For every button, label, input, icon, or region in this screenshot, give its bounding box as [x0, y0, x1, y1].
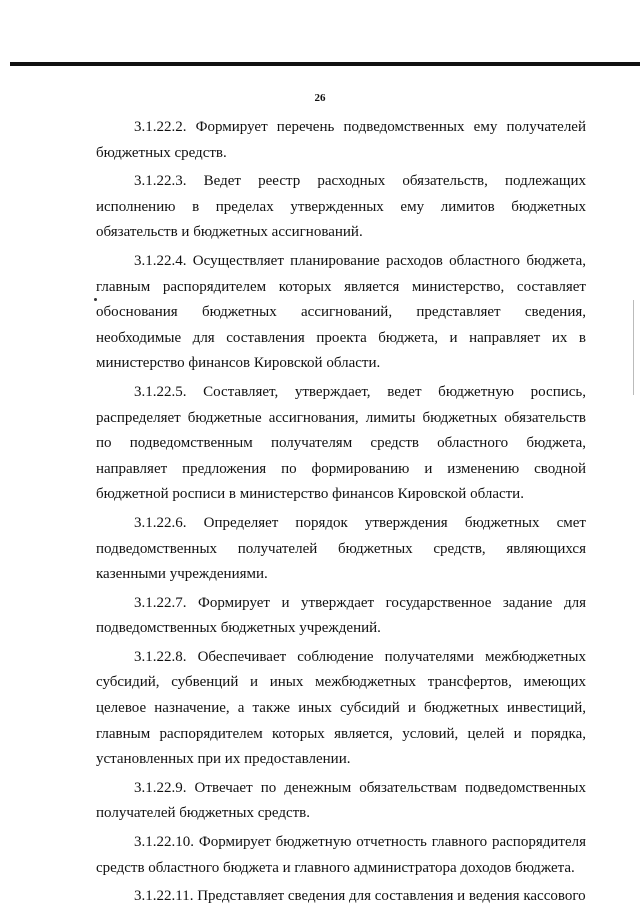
paragraph: 3.1.22.7. Формирует и утверждает государственное задание для подведомственных бюджетных учреждений.: [96, 594, 586, 637]
paragraph: 3.1.22.4. Осуществляет планирование расходов областного бюджета, главным распорядителем которых является министерство, составляет обоснования бюджетных ассигнований, представляет сведения, необходимые для составления проекта бюджета, и направляет их в министерство финансов Кировской области.: [96, 252, 586, 372]
paragraph: 3.1.22.2. Формирует перечень подведомственных ему получателей бюджетных средств.: [96, 119, 586, 161]
scan-speck: [94, 298, 97, 301]
paragraph: 3.1.22.3. Ведет реестр расходных обязательств, подлежащих исполнению в пределах утвержденных ему лимитов бюджетных обязательств и бюджетных ассигнований.: [96, 173, 586, 241]
header-rule: [10, 62, 640, 66]
paragraph: 3.1.22.8. Обеспечивает соблюдение получателями межбюджетных субсидий, субвенций и иных межбюджетных трансфертов, имеющих целевое назначение, а также иных субсидий и бюджетных инвестиций, главным распорядителем которых является, условий, целей и порядка, установленных при их предоставлении.: [96, 648, 586, 768]
page-number: 26: [314, 92, 326, 104]
paragraph: 3.1.22.5. Составляет, утверждает, ведет бюджетную роспись, распределяет бюджетные ассигнования, лимиты бюджетных обязательств по подведомственным получателям средств областного бюджета, направляет предложения по формированию и изменению сводной бюджетной росписи в министерство финансов Кировской области.: [96, 383, 586, 503]
paragraph: 3.1.22.9. Отвечает по денежным обязательствам подведомственных получателей бюджетных средств.: [96, 779, 586, 822]
paragraph: 3.1.22.6. Определяет порядок утверждения бюджетных смет подведомственных получателей бюджетных средств, являющихся казенными учреждениями.: [96, 514, 586, 583]
scan-edge-mark: [633, 300, 634, 395]
paragraph: 3.1.22.10. Формирует бюджетную отчетность главного распорядителя средств областного бюджета и главного администратора доходов бюджета.: [96, 834, 586, 876]
paragraph: 3.1.22.11. Представляет сведения для составления и ведения кассового: [134, 888, 586, 905]
document-body: [96, 115, 586, 913]
